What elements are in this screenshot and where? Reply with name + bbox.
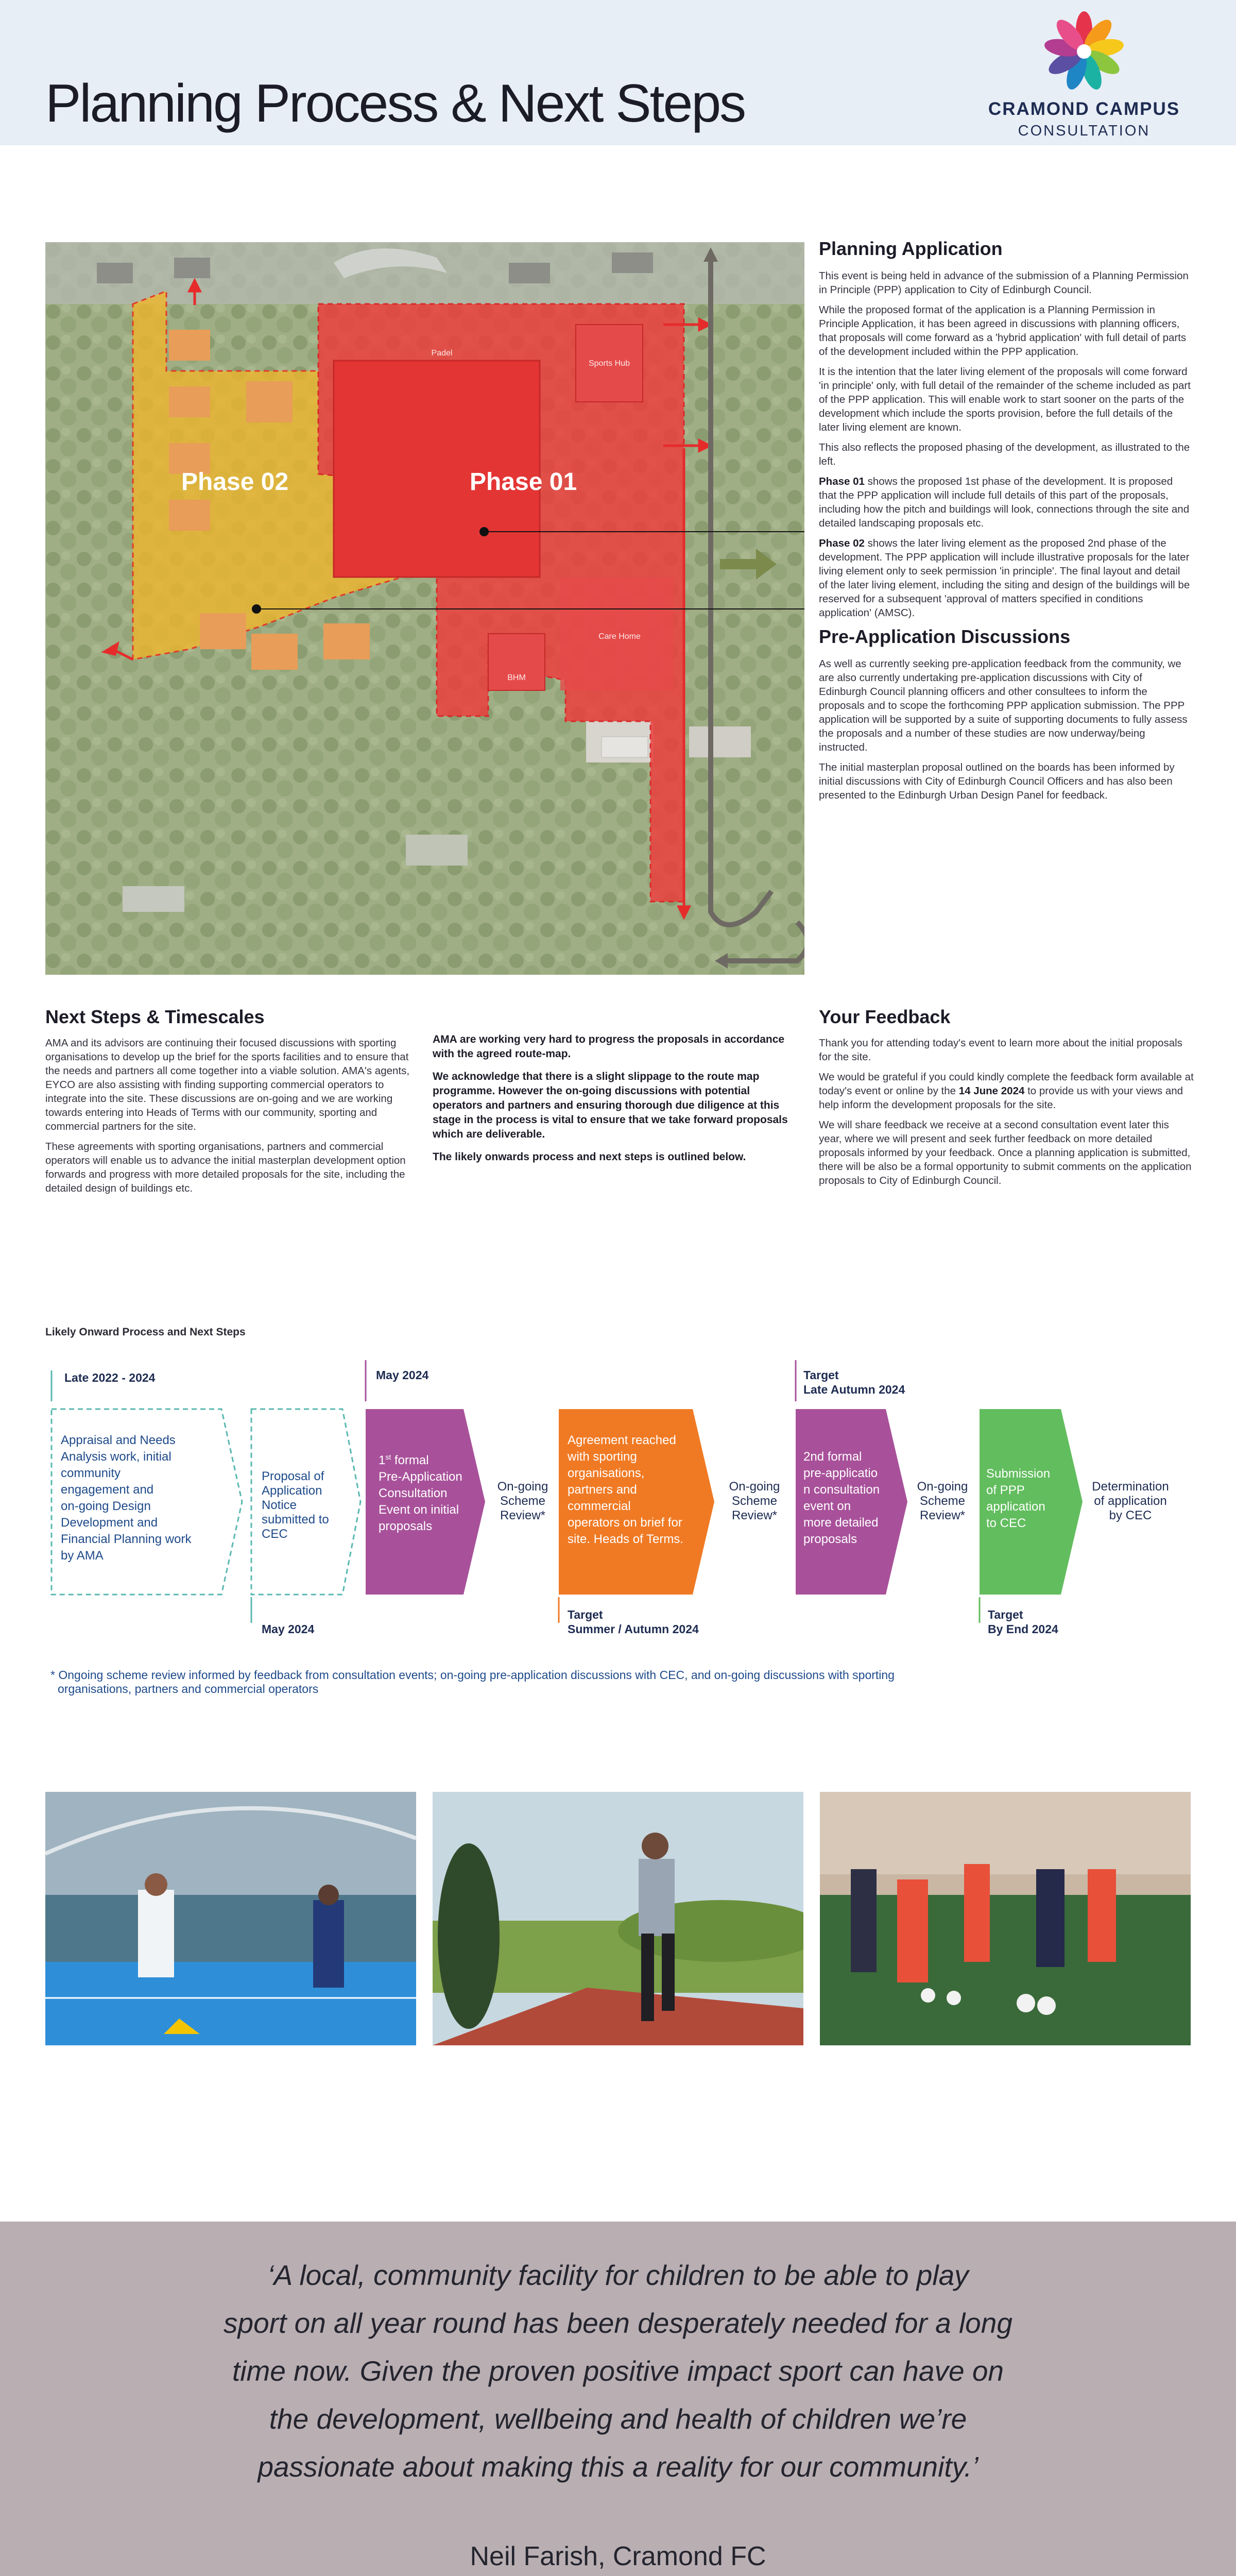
paragraph: We acknowledge that there is a slight slippage to the route map programme. However the on-going discussions with potential operators and partners and ensuring thorough due diligence at this stage in the process is vital to ensure that we take forward proposals which are deliverable.: [433, 1071, 788, 1140]
paragraph: While the proposed format of the application is a Planning Permission in Principle Application, it has been agreed in discussions with planning officers, that proposals will come forward as a 'hybrid application' with full detail of parts of the development included within the PPP application.: [819, 304, 1187, 358]
map-label-sports-hub: Sports Hub: [588, 359, 630, 368]
step-appraisal: Appraisal and Needs Analysis work, initial community engagement and on-going Design Development and Financial Planning work by AMA: [61, 1433, 192, 1563]
photo-football-kids: [820, 1792, 1191, 2045]
step-second-consultation: 2nd formal pre-applicatio n consultation event on more detailed proposals: [803, 1450, 880, 1546]
paragraph: AMA and its advisors are continuing their focused discussions with sporting organisations to develop up the brief for the sports facilities and to ensure that the needs and partners all come together into a viable solution. AMA's agents, EYCO are also assisting with finding supporting commercial operators to integrate into the site. These discussions are on-going and we are working towards entering into Heads of Terms with our community, sporting and commercial partners for the site.: [45, 1037, 410, 1132]
ongoing-review-1: On-going Scheme Review*: [497, 1480, 548, 1522]
planning-application-section: [819, 238, 1191, 808]
phase-02-term: Phase 02: [819, 537, 865, 549]
step-ppp-submission: Submission of PPP application to CEC: [986, 1467, 1051, 1530]
next-steps-heading: Next Steps & Timescales: [45, 1006, 265, 1027]
paragraph: It is the intention that the later living element of the proposals will come forward 'in principle' only, with full detail of the remainder of the scheme included as part of the PPP application. This will enable work to start sooner on the parts of the development which include the sports provision, before the full details of the later living element are known.: [819, 366, 1191, 433]
testimonial-quote: ‘A local, community facility for children to be able to play sport on all year round has been desperately needed for a long time now. Given the proven positive impact sport can have on the development, wellbeing and health of children we’re passionate about making this a reality for our community.’: [224, 2259, 1012, 2483]
cramond-campus-logo: [971, 10, 1197, 144]
site-phasing-map: [45, 242, 804, 975]
paragraph: This event is being held in advance of the submission of a Planning Permission in Principle (PPP) application to City of Edinburgh Council.: [819, 270, 1189, 296]
feedback-heading: Your Feedback: [819, 1006, 951, 1027]
runner-photo-image: [433, 1792, 803, 2045]
paragraph: We will share feedback we receive at a second consultation event later this year, where we will present and seek further feedback on more detailed proposals informed by your feedback. Once a planning application is submitted, there will be also be a formal opportunity to submit comments on the application proposals to City of Edinburgh Council.: [819, 1119, 1192, 1187]
ongoing-review-2: On-going Scheme Review*: [729, 1480, 780, 1522]
logo-title: CRAMOND CAMPUS: [988, 99, 1180, 119]
process-title: Likely Onward Process and Next Steps: [45, 1326, 246, 1338]
pre-application-heading: Pre-Application Discussions: [819, 626, 1071, 647]
flower-logo-icon: [1043, 10, 1125, 95]
date-may-2024-top: May 2024: [376, 1368, 429, 1382]
paragraph: Thank you for attending today's event to learn more about the initial proposals for the site.: [819, 1037, 1182, 1063]
route-map-statement: [433, 1032, 794, 1173]
paragraph: As well as currently seeking pre-application feedback from the community, we are also currently undertaking pre-application discussions with City of Edinburgh Council planning officers and other consultees to inform the proposals and to scope the forthcoming PPP application submission. The PPP application will be supported by a suite of supporting documents to fully assess the proposals and a number of these studies are now underway/being instructed.: [819, 658, 1188, 753]
planning-application-heading: Planning Application: [819, 238, 1003, 259]
date-target-end-2024: Target By End 2024: [988, 1608, 1058, 1636]
map-label-care-home: Care Home: [598, 632, 641, 641]
paragraph: AMA are working very hard to progress the proposals in accordance with the agreed route-map.: [433, 1033, 785, 1060]
map-label-padel: Padel: [431, 349, 453, 358]
phase-02-paragraph: Phase 02 shows the later living element as the proposed 2nd phase of the development. The PPP application will include illustrative proposals for the later living element only to seek permission 'in principle'. The final layout and detail of the later living element, including the siting and design of the buildings will be reserved for a subsequent 'approval of matters specified in conditions application' (AMSC).: [819, 537, 1190, 619]
feedback-deadline-paragraph: We would be grateful if you could kindly complete the feedback form available at today's event or online by the 14 June 2024 to provide us with your views and help inform the development proposals for the site.: [819, 1071, 1194, 1111]
feedback-deadline: 14 June 2024: [958, 1085, 1025, 1097]
date-late-2022: Late 2022 - 2024: [64, 1371, 156, 1384]
feedback-section: [819, 1006, 1195, 1194]
phase-01-label: Phase 01: [470, 468, 577, 496]
logo-subtitle: CONSULTATION: [1018, 123, 1151, 139]
quote-author: Neil Farish, Cramond FC: [470, 2541, 766, 2571]
photo-padel-players: [45, 1792, 416, 2045]
paragraph: This also reflects the proposed phasing of the development, as illustrated to the left.: [819, 442, 1190, 467]
step-proposal-of-application-notice: Proposal of Application Notice submitted to CEC: [262, 1469, 329, 1541]
paragraph: The initial masterplan proposal outlined on the boards has been informed by initial discussions with City of Edinburgh Council Officers and has also been presented to the Edinburgh Urban Design Panel for feedback.: [819, 761, 1175, 801]
date-target-late-autumn: Target Late Autumn 2024: [803, 1368, 905, 1396]
step-agreement-heads-of-terms: Agreement reached with sporting organisations, partners and commercial operators on brief for site. Heads of Terms.: [568, 1433, 683, 1546]
phase-01-paragraph: Phase 01 shows the proposed 1st phase of the development. It is proposed that the PPP application will include full details of this part of the proposals, including how the pitch and buildings will look, connections through the site and detailed landscaping proposals etc.: [819, 476, 1190, 529]
date-target-summer-autumn: Target Summer / Autumn 2024: [568, 1608, 699, 1636]
next-steps-section: [45, 1006, 422, 1201]
aerial-map-image: [45, 242, 804, 975]
process-footnote: * Ongoing scheme review informed by feedback from consultation events; on-going pre-application discussions with CEC, and on-going discussions with sporting organisations, partners and commercial operators: [50, 1668, 895, 1696]
phase-01-term: Phase 01: [819, 476, 865, 487]
football-photo-image: [820, 1792, 1191, 2045]
map-label-bhm: BHM: [507, 673, 526, 682]
page-title: Planning Process & Next Steps: [45, 74, 745, 133]
photo-runner: [433, 1792, 803, 2045]
step-determination: Determination of application by CEC: [1092, 1480, 1169, 1522]
padel-photo-image: [45, 1792, 416, 2045]
phase-02-label: Phase 02: [181, 468, 289, 496]
date-may-2024-bottom: May 2024: [262, 1622, 315, 1636]
paragraph: These agreements with sporting organisations, partners and commercial operators will enable us to advance the initial masterplan development option forwards and progress with more detailed proposals for the site, including the detailed design of buildings etc.: [45, 1141, 406, 1194]
ongoing-review-3: On-going Scheme Review*: [917, 1480, 968, 1522]
paragraph: The likely onwards process and next steps is outlined below.: [433, 1151, 746, 1163]
process-flow-diagram: [0, 1360, 1236, 1649]
step-first-consultation: 1st formal Pre-Application Consultation Event on initial proposals: [379, 1453, 462, 1533]
